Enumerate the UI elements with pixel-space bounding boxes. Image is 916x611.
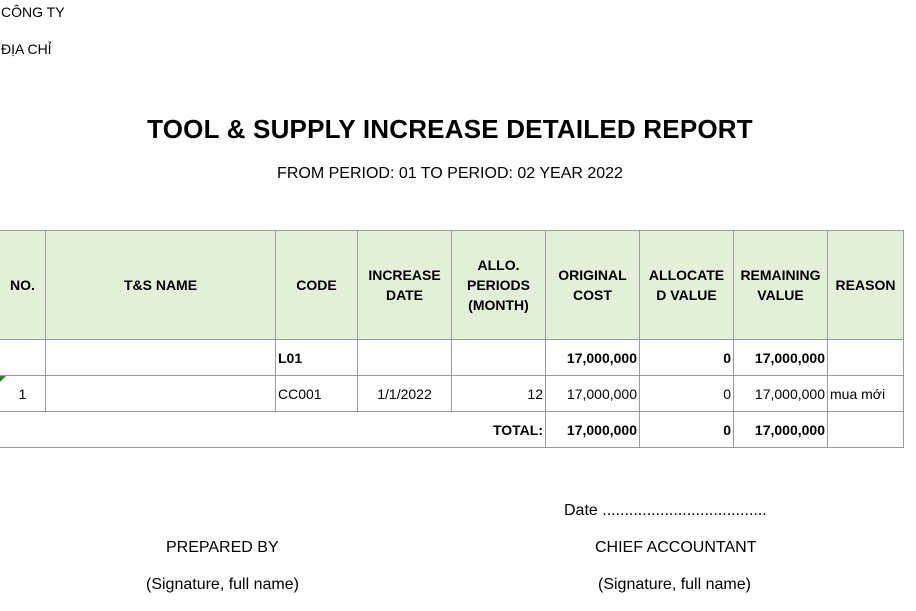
table-header-row (0, 231, 904, 340)
cell[interactable] (358, 340, 452, 376)
report-table (0, 230, 904, 448)
col-header-reason[interactable]: REASON (828, 231, 904, 340)
group-allocated-value-cell[interactable]: 0 (640, 340, 734, 376)
row-allocated-value-cell[interactable]: 0 (640, 376, 734, 412)
report-period: FROM PERIOD: 01 TO PERIOD: 02 YEAR 2022 (277, 165, 623, 182)
cell[interactable] (828, 340, 904, 376)
cell[interactable] (828, 412, 904, 448)
col-header-allo-periods[interactable]: ALLO. PERIODS (MONTH) (452, 231, 546, 340)
date-line: Date ..................................... (564, 502, 767, 519)
prepared-by-label: PREPARED BY (166, 539, 279, 556)
table-row (0, 376, 904, 412)
col-header-increase-date[interactable]: INCREASE DATE (358, 231, 452, 340)
row-increase-date-cell[interactable]: 1/1/2022 (358, 376, 452, 412)
total-remaining-value-cell[interactable]: 17,000,000 (734, 412, 828, 448)
chief-accountant-label: CHIEF ACCOUNTANT (595, 539, 757, 556)
total-row (0, 412, 904, 448)
signature-note-left: (Signature, full name) (146, 576, 299, 593)
col-header-code[interactable]: CODE (276, 231, 358, 340)
cell[interactable] (0, 340, 46, 376)
total-label-cell[interactable]: TOTAL: (0, 412, 546, 448)
group-row (0, 340, 904, 376)
row-name-cell[interactable] (46, 376, 276, 412)
total-allocated-value-cell[interactable]: 0 (640, 412, 734, 448)
row-reason-cell[interactable]: mua mới (828, 376, 904, 412)
total-original-cost-cell[interactable]: 17,000,000 (546, 412, 640, 448)
col-header-name[interactable]: T&S NAME (46, 231, 276, 340)
col-header-allocated-value[interactable]: ALLOCATE D VALUE (640, 231, 734, 340)
signature-note-right: (Signature, full name) (598, 576, 751, 593)
row-no-cell[interactable]: 1 (0, 376, 46, 412)
group-remaining-value-cell[interactable]: 17,000,000 (734, 340, 828, 376)
cell[interactable] (452, 340, 546, 376)
row-code-cell[interactable]: CC001 (276, 376, 358, 412)
group-code-cell[interactable]: L01 (276, 340, 358, 376)
row-allo-periods-cell[interactable]: 12 (452, 376, 546, 412)
group-original-cost-cell[interactable]: 17,000,000 (546, 340, 640, 376)
company-name: CÔNG TY (1, 4, 65, 20)
cell[interactable] (46, 340, 276, 376)
col-header-no[interactable]: NO. (0, 231, 46, 340)
report-title: TOOL & SUPPLY INCREASE DETAILED REPORT (147, 114, 753, 144)
col-header-original-cost[interactable]: ORIGINAL COST (546, 231, 640, 340)
row-remaining-value-cell[interactable]: 17,000,000 (734, 376, 828, 412)
row-original-cost-cell[interactable]: 17,000,000 (546, 376, 640, 412)
company-address: ĐỊA CHỈ (1, 41, 52, 57)
col-header-remaining-value[interactable]: REMAINING VALUE (734, 231, 828, 340)
